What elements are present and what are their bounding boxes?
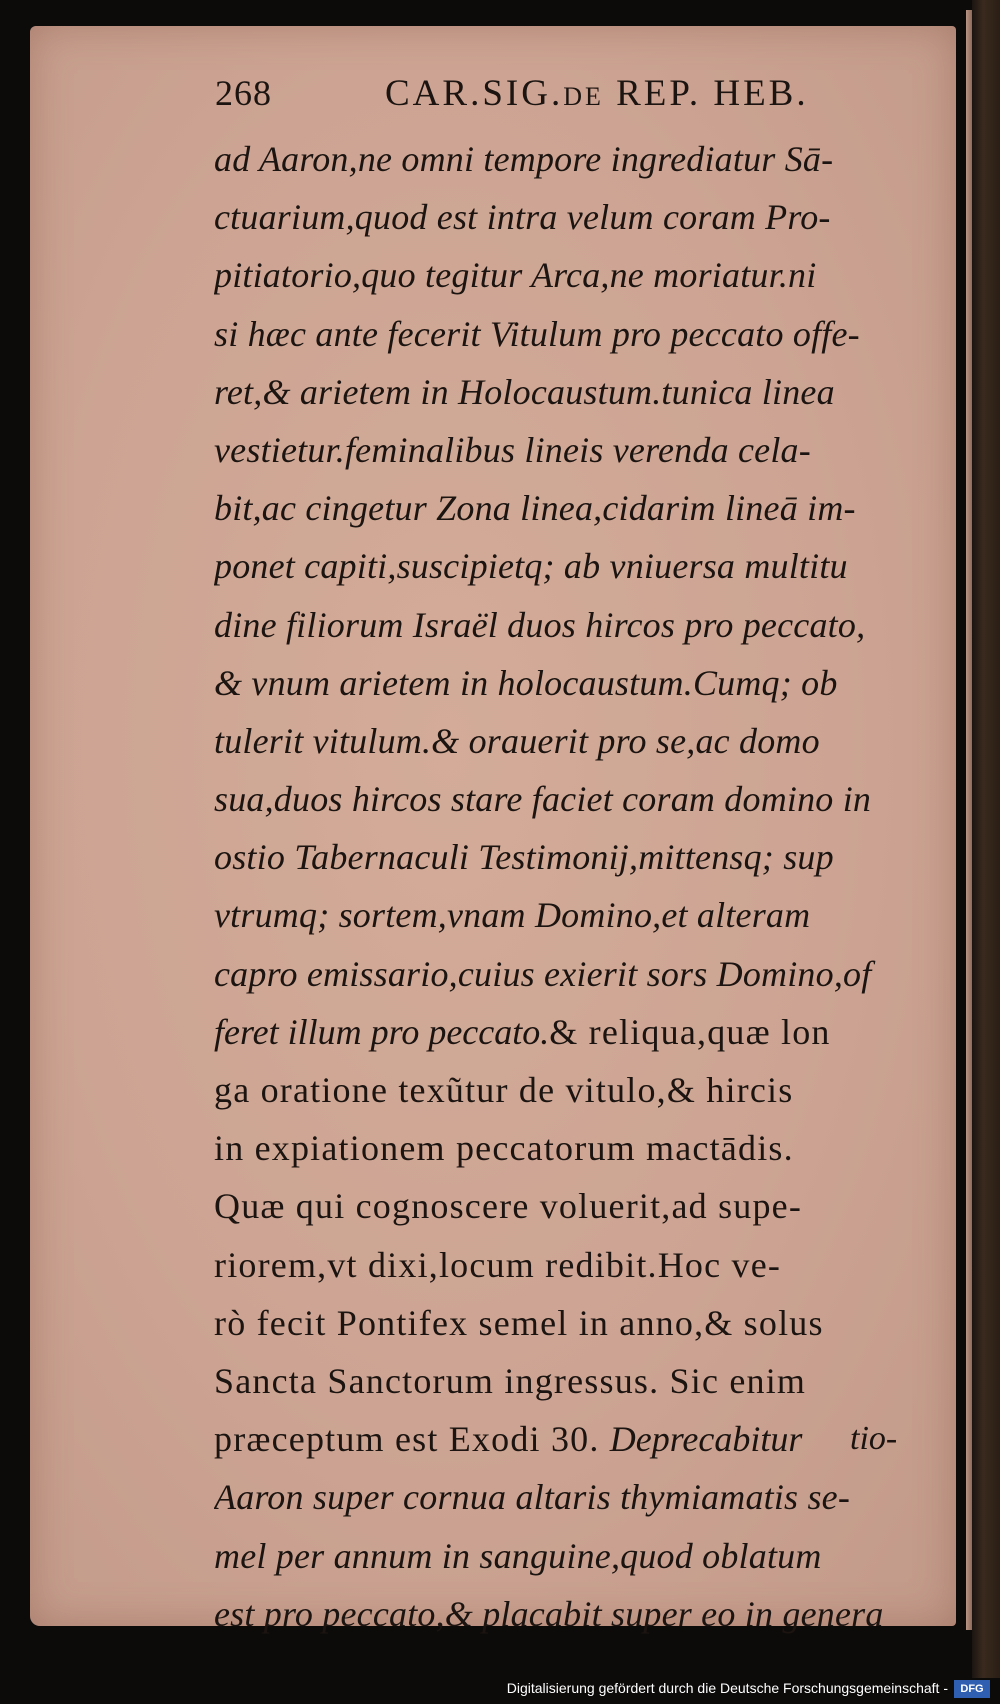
text-line: vestietur.feminalibus lineis verenda cela- (214, 429, 811, 470)
text-line: ga oratione texũtur de vitulo,& hircis (214, 1070, 794, 1110)
text-line: sua,duos hircos stare faciet coram domino in (214, 779, 872, 820)
text-line: ctuarium,quod est intra velum coram Pro- (214, 197, 831, 238)
text-line: Aaron super cornua altaris thymiamatis se- (214, 1477, 851, 1518)
text-line: mel per annum in sanguine,quod oblatum (214, 1535, 822, 1576)
text-line: bit,ac cingetur Zona linea,cidarim lineā im- (214, 488, 856, 529)
text-line: & vnum arietem in holocaustum.Cumq; ob (214, 662, 838, 703)
text-line: vtrumq; sortem,vnam Domino,et alteram (214, 895, 811, 936)
italic-segment: feret illum pro peccato. (214, 1011, 550, 1052)
text-line: Quæ qui cognoscere voluerit,ad supe- (214, 1186, 803, 1227)
text-line: dine filiorum Israël duos hircos pro peccato, (214, 604, 866, 645)
dfg-logo: DFG (954, 1680, 990, 1698)
catchword: tio- (850, 1420, 898, 1457)
text-line: tulerit vitulum.& orauerit pro se,ac domo (214, 720, 820, 761)
text-line: ponet capiti,suscipietq; ab vniuersa multitu (214, 546, 848, 587)
text-line: si hæc ante fecerit Vitulum pro peccato offe- (214, 313, 860, 354)
digitization-footer (0, 1678, 1000, 1704)
text-line: capro emissario,cuius exierit sors Domino,of (214, 953, 872, 994)
book-spine (972, 0, 1000, 1704)
funding-credit: Digitalisierung gefördert durch die Deutsche Forschungsgemeinschaft - (506, 1680, 948, 1696)
folio-number: 268 (215, 73, 272, 113)
roman-segment: præceptum est Exodi 30. (214, 1419, 610, 1460)
text-line: riorem,vt dixi,locum redibit.Hoc ve- (214, 1244, 782, 1285)
text-line: est pro peccato,& placabit super eo in genera (214, 1593, 884, 1634)
text-line: pitiatorio,quo tegitur Arca,ne moriatur.ni (214, 255, 817, 296)
text-line (214, 1410, 914, 1468)
text-line: ad Aaron,ne omni tempore ingrediatur Sā- (214, 139, 834, 179)
text-line: ret,& arietem in Holocaustum.tunica linea (214, 371, 835, 412)
text-line: rò fecit Pontifex semel in anno,& solus (214, 1302, 824, 1343)
body-text (214, 130, 914, 1643)
italic-segment: Deprecabitur (609, 1419, 803, 1460)
roman-segment: & reliqua,quæ lon (549, 1011, 831, 1052)
page-header (215, 72, 835, 132)
text-line (214, 1003, 914, 1061)
running-title: CAR.SIG.de REP. HEB. (385, 73, 809, 114)
text-line: in expiationem peccatorum mactādis. (214, 1128, 794, 1169)
text-line: ostio Tabernaculi Testimonij,mittensq; sup (214, 837, 834, 878)
text-line: Sancta Sanctorum ingressus. Sic enim (214, 1360, 807, 1401)
